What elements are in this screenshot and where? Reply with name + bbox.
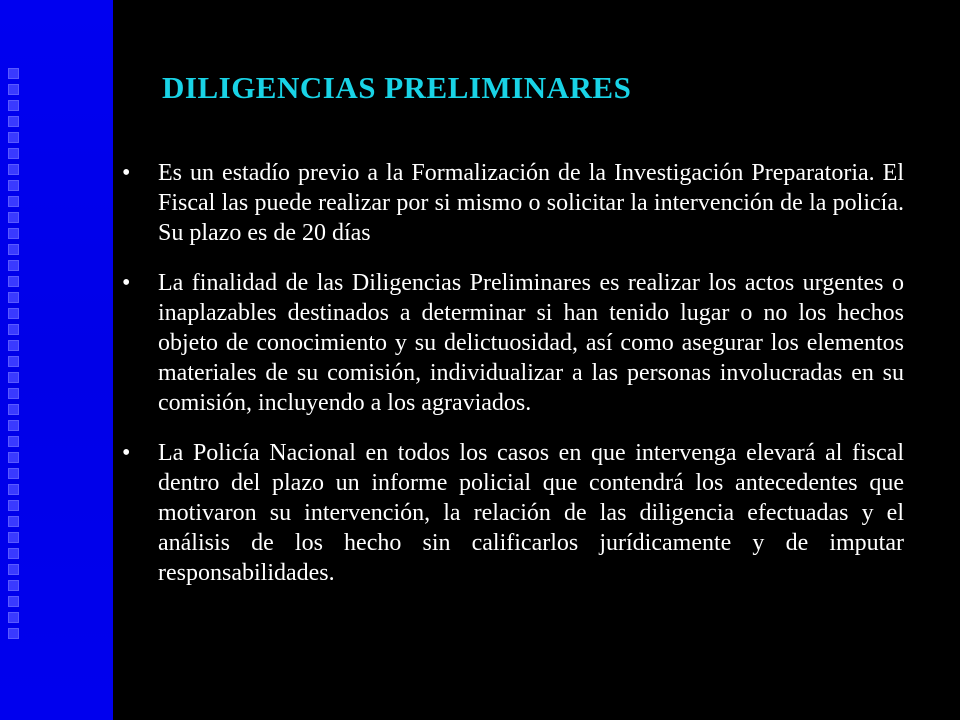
decorative-square (8, 468, 19, 479)
bullet-icon: • (122, 160, 131, 186)
decorative-square (8, 356, 19, 367)
decorative-square (8, 228, 19, 239)
decorative-square (8, 180, 19, 191)
decorative-square (8, 196, 19, 207)
decorative-squares-column (8, 68, 22, 644)
bullet-text: La Policía Nacional en todos los casos en que intervenga elevará al fiscal dentro del plazo un informe policial que contendrá los antecedentes que motivaron su intervención, la relación de las diligencia efectuadas y el análisis de los hecho sin calificarlos jurídicamente y de imputar responsabilidades. (158, 440, 904, 586)
decorative-square (8, 324, 19, 335)
decorative-square (8, 84, 19, 95)
decorative-square (8, 116, 19, 127)
decorative-square (8, 452, 19, 463)
decorative-square (8, 548, 19, 559)
decorative-square (8, 388, 19, 399)
decorative-square (8, 68, 19, 79)
decorative-square (8, 484, 19, 495)
decorative-square (8, 132, 19, 143)
bullet-item (122, 438, 904, 588)
decorative-square (8, 308, 19, 319)
decorative-square (8, 500, 19, 511)
bullet-icon: • (122, 440, 131, 466)
decorative-square (8, 340, 19, 351)
bullet-item (122, 158, 904, 248)
decorative-square (8, 612, 19, 623)
decorative-square (8, 404, 19, 415)
bullet-icon: • (122, 270, 131, 296)
decorative-square (8, 164, 19, 175)
decorative-square (8, 276, 19, 287)
decorative-square (8, 580, 19, 591)
decorative-square (8, 516, 19, 527)
decorative-square (8, 100, 19, 111)
left-decorative-band (0, 0, 113, 720)
bullet-list (122, 158, 904, 608)
decorative-square (8, 628, 19, 639)
decorative-square (8, 292, 19, 303)
decorative-square (8, 244, 19, 255)
bullet-item (122, 268, 904, 418)
decorative-square (8, 372, 19, 383)
decorative-square (8, 260, 19, 271)
decorative-square (8, 420, 19, 431)
decorative-square (8, 148, 19, 159)
decorative-square (8, 532, 19, 543)
slide-title: DILIGENCIAS PRELIMINARES (162, 70, 632, 105)
decorative-square (8, 212, 19, 223)
decorative-square (8, 564, 19, 575)
decorative-square (8, 596, 19, 607)
bullet-text: La finalidad de las Diligencias Preliminares es realizar los actos urgentes o inaplazables destinados a determinar si han tenido lugar o no los hechos objeto de conocimiento y su delictuosidad, así como asegurar los elementos materiales de su comisión, individualizar a las personas involucradas en su comisión, incluyendo a los agraviados. (158, 270, 904, 416)
decorative-square (8, 436, 19, 447)
bullet-text: Es un estadío previo a la Formalización de la Investigación Preparatoria. El Fiscal las puede realizar por si mismo o solicitar la intervención de la policía. Su plazo es de 20 días (158, 160, 904, 246)
